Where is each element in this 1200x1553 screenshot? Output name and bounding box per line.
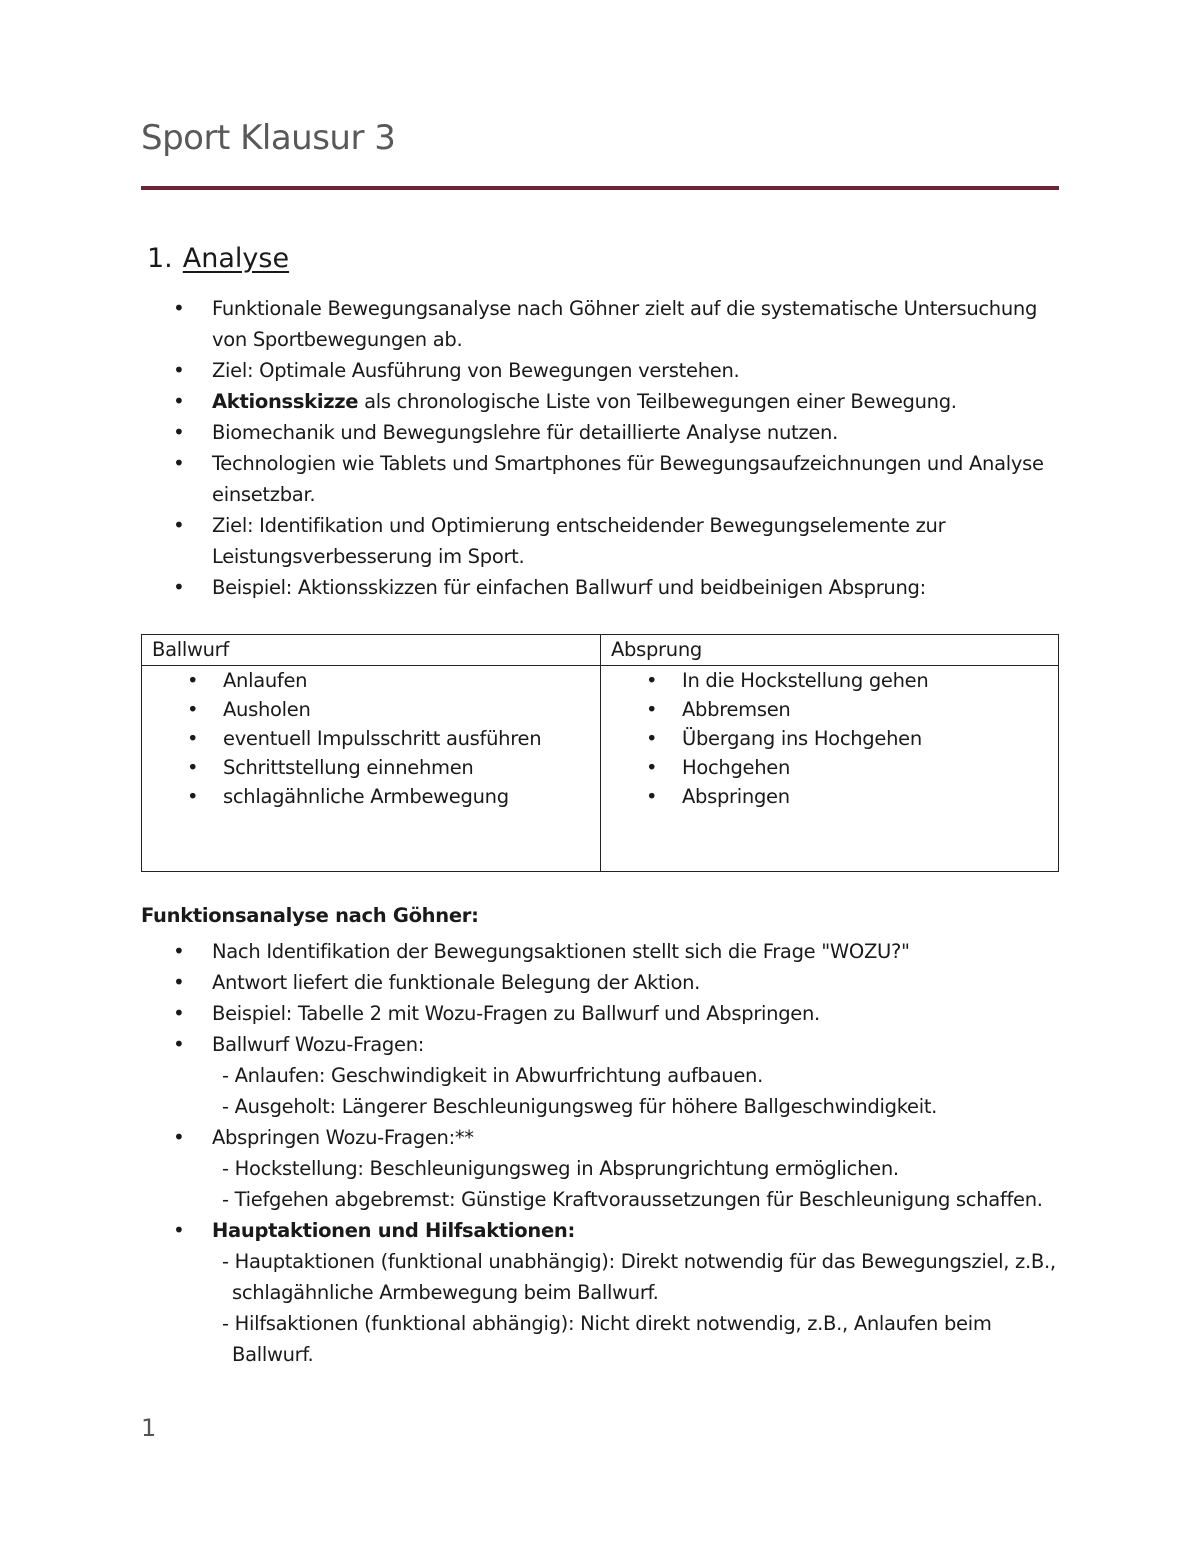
table-list-item: [601, 724, 1058, 753]
list-item: [0, 998, 1062, 1029]
table-cell-absprung: [601, 666, 1059, 872]
bullet-icon: •: [173, 358, 185, 382]
sub-item: - Hilfsaktionen (funktional abhängig): Nicht direkt notwendig, z.B., Anlaufen beim: [222, 1312, 992, 1335]
bullet-icon: •: [173, 451, 185, 475]
sub-item-continuation: Ballwurf.: [232, 1343, 314, 1366]
list-item: [0, 1215, 1062, 1246]
list-item: [0, 417, 1062, 448]
sub-item: - Hauptaktionen (funktional unabhängig): Direkt notwendig für das Bewegungsziel, z.B.,: [222, 1250, 1056, 1273]
table-list-item: [601, 753, 1058, 782]
bullet-icon: •: [173, 970, 185, 994]
bullet-icon: •: [187, 756, 199, 779]
bullet-icon: •: [173, 296, 185, 320]
list-item: [0, 1029, 1062, 1060]
list-item: [0, 572, 1062, 603]
list-item-text: einsetzbar.: [212, 483, 316, 506]
list-item-text: Funktionale Bewegungsanalyse nach Göhner zielt auf die systematische Untersuchung: [212, 297, 1038, 320]
sub-item: - Ausgeholt: Längerer Beschleunigungsweg für höhere Ballgeschwindigkeit.: [222, 1095, 938, 1118]
list-item: [0, 1122, 1062, 1153]
bullet-icon: •: [173, 420, 185, 444]
table-item-text: Abbremsen: [682, 698, 791, 721]
list-item: [0, 967, 1062, 998]
absprung-list: [601, 666, 1058, 811]
table-item-text: Schrittstellung einnehmen: [223, 756, 474, 779]
list-item: [0, 448, 1062, 510]
heading-text: Analyse: [182, 243, 290, 274]
list-item: [0, 510, 1062, 572]
table-item-text: Hochgehen: [682, 756, 791, 779]
table-list-item: [601, 695, 1058, 724]
list-item-text: Beispiel: Aktionsskizzen für einfachen Ballwurf und beidbeinigen Absprung:: [212, 576, 926, 599]
list-item-text: als chronologische Liste von Teilbewegungen einer Bewegung.: [358, 390, 957, 413]
bullet-icon: •: [646, 669, 658, 692]
list-item-text: Technologien wie Tablets und Smartphones für Bewegungsaufzeichnungen und Analyse: [212, 452, 1044, 475]
bullet-icon: •: [187, 669, 199, 692]
page-number: 1: [141, 1414, 157, 1442]
table-item-text: eventuell Impulsschritt ausführen: [223, 727, 542, 750]
table-item-text: In die Hockstellung gehen: [682, 669, 929, 692]
analyse-bullet-list: [0, 293, 1062, 603]
aktionsskizzen-table: [141, 634, 1059, 872]
list-item-text: Ziel: Identifikation und Optimierung entscheidender Bewegungselemente zur: [212, 514, 946, 537]
table-list-item: [142, 666, 600, 695]
sub-item: - Tiefgehen abgebremst: Günstige Kraftvoraussetzungen für Beschleunigung schaffen.: [222, 1188, 1043, 1211]
sub-item: - Anlaufen: Geschwindigkeit in Abwurfrichtung aufbauen.: [222, 1064, 764, 1087]
bullet-icon: •: [187, 727, 199, 750]
list-item: [0, 355, 1062, 386]
list-item-text: Antwort liefert die funktionale Belegung der Aktion.: [212, 971, 701, 994]
table-item-text: Abspringen: [682, 785, 790, 808]
table-list-item: [142, 753, 600, 782]
list-item: [0, 386, 1062, 417]
bullet-icon: •: [646, 727, 658, 750]
bullet-icon: •: [173, 513, 185, 537]
bullet-icon: •: [173, 1032, 185, 1056]
sub-item-continuation: schlagähnliche Armbewegung beim Ballwurf.: [232, 1281, 659, 1304]
bold-term: Aktionsskizze: [212, 390, 359, 413]
table-list-item: [601, 782, 1058, 811]
title-divider: [141, 186, 1059, 190]
table-item-text: Anlaufen: [223, 669, 308, 692]
bullet-icon: •: [187, 785, 199, 808]
table-item-text: schlagähnliche Armbewegung: [223, 785, 509, 808]
list-item-text: von Sportbewegungen ab.: [212, 328, 463, 351]
table-list-item: [142, 724, 600, 753]
table-item-text: Übergang ins Hochgehen: [682, 727, 922, 750]
list-item-text: Ziel: Optimale Ausführung von Bewegungen verstehen.: [212, 359, 740, 382]
list-item: [0, 936, 1062, 967]
bullet-icon: •: [173, 389, 185, 413]
table-header-ballwurf: Ballwurf: [142, 635, 601, 666]
heading-number: 1.: [147, 243, 173, 274]
list-item-text: Biomechanik und Bewegungslehre für detaillierte Analyse nutzen.: [212, 421, 838, 444]
list-item-text: Ballwurf Wozu-Fragen:: [212, 1033, 425, 1056]
bullet-icon: •: [646, 756, 658, 779]
list-item-text: Leistungsverbesserung im Sport.: [212, 545, 525, 568]
bullet-icon: •: [173, 939, 185, 963]
sub-item: - Hockstellung: Beschleunigungsweg in Absprungrichtung ermöglichen.: [222, 1157, 899, 1180]
table-item-text: Ausholen: [223, 698, 311, 721]
funktionsanalyse-list: [0, 936, 1062, 1370]
bullet-icon: •: [646, 698, 658, 721]
section-heading-funktionsanalyse: Funktionsanalyse nach Göhner:: [141, 904, 479, 927]
bullet-icon: •: [646, 785, 658, 808]
table-header-absprung: Absprung: [601, 635, 1059, 666]
list-item-text: Nach Identifikation der Bewegungsaktionen stellt sich die Frage "WOZU?": [212, 940, 910, 963]
list-item: [0, 293, 1062, 355]
bullet-icon: •: [173, 575, 185, 599]
bullet-icon: •: [173, 1218, 185, 1242]
bullet-icon: •: [173, 1001, 185, 1025]
bold-heading-item: Hauptaktionen und Hilfsaktionen:: [212, 1219, 575, 1242]
table-list-item: [142, 782, 600, 811]
section-heading-analyse: [147, 243, 289, 274]
list-item-text: Abspringen Wozu-Fragen:**: [212, 1126, 474, 1149]
list-item-text: Beispiel: Tabelle 2 mit Wozu-Fragen zu Ballwurf und Abspringen.: [212, 1002, 820, 1025]
bullet-icon: •: [173, 1125, 185, 1149]
table-list-item: [601, 666, 1058, 695]
document-title: Sport Klausur 3: [141, 118, 396, 158]
table-list-item: [142, 695, 600, 724]
bullet-icon: •: [187, 698, 199, 721]
table-cell-ballwurf: [142, 666, 601, 872]
ballwurf-list: [142, 666, 600, 811]
